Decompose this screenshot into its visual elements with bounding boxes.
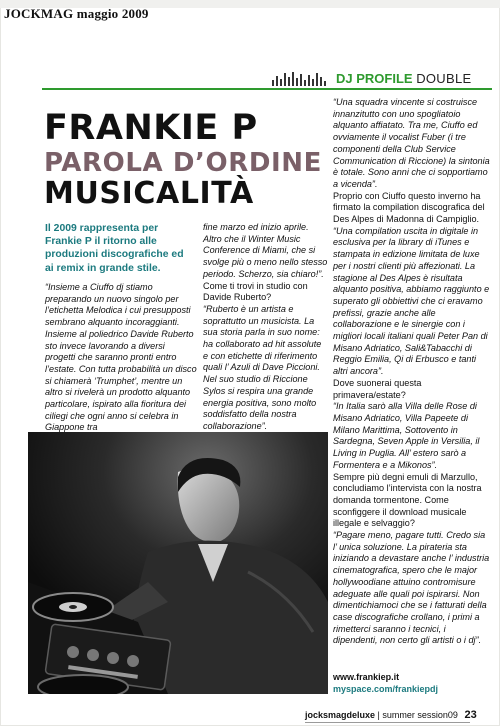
paragraph: “Una compilation uscita in digitale in esclusiva per la library di iTunes e stampata in edizione limitata de luxe per i nostri clienti più affezionati. La stagione al Des Alpes è risultata alquanto positiva, abbiamo raggiunto e superato gli obbiettivi che ci eravamo prefissi, grazie anche alle collaborazione e le sinergie con i migliori locali italiani quali Peter Pan di Misano Adriatico, Sali&Tabacchi di Reggio Emilia, Qi di Erbusco e tanti altri ancora”. [333,225,490,377]
paragraph: “Pagare meno, pagare tutti. Credo sia l’ unica soluzione. La pirateria sta iniziando a devastare anche l’ industria cinematografica, spero che le major hollywoodiane attuino contromisure adeguate alle quali poi ispirarsi. Non dimentichiamoci che se i fatturati della case discografiche crollano, i primi a rimetterci saranno i tecnici, i dipendenti, non certo gli artisti o i dj”. [333,530,490,646]
paragraph: “Ruberto è un artista e soprattutto un musicista. La sua storia parla in suo nome: ha collaborato ad hit assolute e con etichette di riferimento quali l’ Azuli di Dave Piccioni. Nel suo studio di Riccione Sylos si respira una grande energia positiva, sono molto soddisfatto della nostra collaborazione”. [203,303,322,431]
footer-rule [305,722,470,723]
section-label-primary: DJ PROFILE [336,71,413,86]
footer-separator: | [377,710,380,720]
myspace-link[interactable]: myspace.com/frankiepdj [333,683,439,694]
interview-question: Dove suonerai questa primavera/estate? [333,377,422,400]
paragraph: fine marzo ed inizio aprile. Altro che il Winter Music Conference di Miami, che si svolge più o meno nello stesso periodo. Scherzo, sia chiaro!”. [203,222,328,279]
article-column-3 [333,97,491,647]
article-column-1 [45,282,197,434]
footer-brand: jocksmagdeluxe [305,710,376,720]
interview-question: Proprio con Ciuffo questo inverno ha firmato la compilation discografica del Des Alpes di Madonna di Campiglio. [333,190,485,225]
contact-links [333,672,491,695]
footer-issue: summer session09 [382,710,458,720]
interview-question: Sempre più degni emuli di Marzullo, concludiamo l’intervista con la nostra domanda tormentone. Come sconfiggere il download musicale illegale e selvaggio? [333,471,482,529]
page-footer [305,709,477,721]
paragraph: “Una squadra vincente si costruisce innanzitutto con uno spogliatoio alquanto affiatato. Tra me, Ciuffo ed ovviamente il vocalist Fuber (i tre componenti della Club Service Communication di Riccione) la sintonia è totale. Sono anni che ci sopportiamo a vicenda”. [333,97,490,189]
interview-question: Come ti trovi in studio con Davide Ruberto? [203,280,308,303]
equalizer-bars-icon [272,72,332,86]
headline-name: FRANKIE P [44,108,258,148]
headline-subtitle: PAROLA D’ORDINE [44,148,323,178]
page-number: 23 [464,709,477,721]
paragraph: “In Italia sarò alla Villa delle Rose di Misano Adriatico, Villa Papeete di Milano Marittima, Sottovento in Sardegna, Seven Apple in Versilia, il Living in Puglia. All’ estero sarò a Formentera e a Mikonos”. [333,401,480,470]
section-label [336,71,471,86]
paragraph: “Insieme a Ciuffo dj stiamo preparando un nuovo singolo per l’etichetta Melodica i cui presupposti sembrano alquanto incoraggianti. Insieme al poliedrico Davide Ruberto sto invece lavorando a diversi progetti che saranno pronti entro l’estate. Con tutta probabilità un disco si chiamerà ‘Trumphet’, mentre un altro si rivelerà un prodotto alquanto particolare, ispirato alla fioritura dei ciliegi che ogni anno si celebra in Giappone tra [45,282,197,433]
headline-keyword: MUSICALITÀ [44,176,254,211]
lead-paragraph: Il 2009 rappresenta per Frankie P il ritorno alle produzioni discografiche ed ai remix in grande stile. [45,223,184,274]
section-label-secondary: DOUBLE [416,71,472,86]
masthead: JOCKMAG maggio 2009 [4,6,149,21]
header-rule [42,88,492,90]
dj-photo [28,432,328,694]
website-link[interactable]: www.frankiep.it [333,672,400,682]
dj-photo-illustration [28,432,328,694]
